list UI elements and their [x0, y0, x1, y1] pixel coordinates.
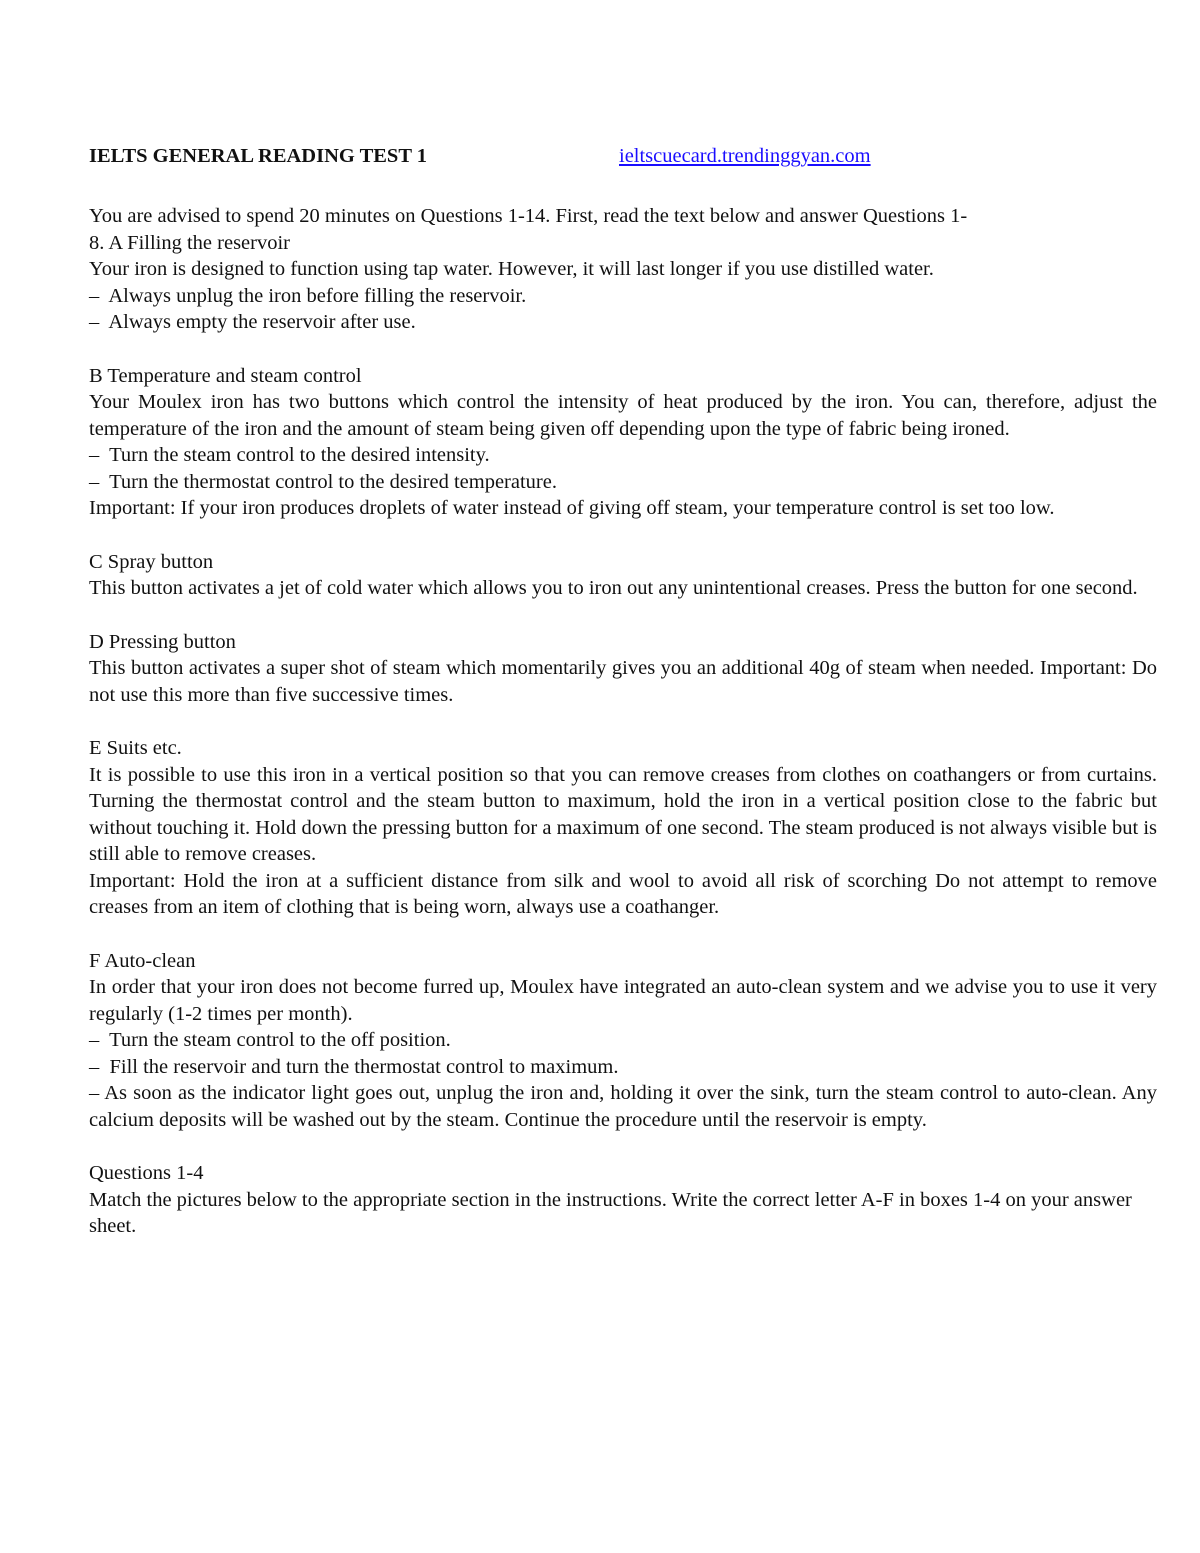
- questions-body: Match the pictures below to the appropriate section in the instructions. Write the correct letter A-F in boxes 1-4 on your answer sheet.: [89, 1188, 1132, 1237]
- site-link[interactable]: ieltscuecard.trendinggyan.com: [619, 145, 871, 167]
- section-c-body: This button activates a jet of cold water which allows you to iron out any unintentional creases. Press the button for one second.: [89, 577, 1138, 599]
- section-a-bullet: – Always empty the reservoir after use.: [89, 311, 416, 333]
- section-f-heading: F Auto-clean: [89, 949, 196, 972]
- intro-line-1: You are advised to spend 20 minutes on Questions 1-14. First, read the text below and answer Questions 1-: [89, 205, 968, 227]
- section-e-body: It is possible to use this iron in a vertical position so that you can remove creases from clothes on coathangers or from curtains. Turning the thermostat control and the steam button to maximum, hold the iron in a vertical position close to the fabric but without touching it. Hold down the pressing button for a maximum of one second. The steam produced is not always visible but is still able to remove creases.: [89, 763, 1157, 865]
- section-f-bullet: – Fill the reservoir and turn the thermostat control to maximum.: [89, 1055, 619, 1078]
- section-b-important: Important: If your iron produces droplets of water instead of giving off steam, your temperature control is set too low.: [89, 497, 1055, 519]
- section-a-body: Your iron is designed to function using tap water. However, it will last longer if you use distilled water.: [89, 258, 934, 280]
- section-b-bullet: – Turn the thermostat control to the desired temperature.: [89, 470, 557, 493]
- questions-heading: Questions 1-4: [89, 1162, 204, 1184]
- section-f-bullet: – Turn the steam control to the off position.: [89, 1029, 451, 1051]
- section-a-bullet: – Always unplug the iron before filling the reservoir.: [89, 284, 527, 307]
- page-title: IELTS GENERAL READING TEST 1: [89, 145, 428, 167]
- section-b-heading: B Temperature and steam control: [89, 364, 362, 387]
- section-b-body: Your Moulex iron has two buttons which control the intensity of heat produced by the iron. You can, therefore, adjust the temperature of the iron and the amount of steam being given off depending upon the type of fabric being ironed.: [89, 391, 1157, 440]
- section-e-important: Important: Hold the iron at a sufficient distance from silk and wool to avoid all risk of scorching Do not attempt to remove creases from an item of clothing that is being worn, always use a coathanger.: [89, 869, 1157, 918]
- document-page: [89, 143, 1157, 1240]
- section-c-heading: C Spray button: [89, 550, 214, 573]
- section-b-bullet: – Turn the steam control to the desired intensity.: [89, 444, 490, 466]
- header: [89, 143, 1157, 173]
- section-d-body: This button activates a super shot of steam which momentarily gives you an additional 40g of steam when needed. Important: Do not use this more than five successive times.: [89, 657, 1157, 706]
- section-e-heading: E Suits etc.: [89, 737, 182, 759]
- section-f-last-bullet: – As soon as the indicator light goes out, unplug the iron and, holding it over the sink, turn the steam control to auto-clean. Any calcium deposits will be washed out by the steam. Continue the procedure until the reservoir is empty.: [89, 1082, 1157, 1131]
- section-f-body: In order that your iron does not become furred up, Moulex have integrated an auto-clean system and we advise you to use it very regularly (1-2 times per month).: [89, 976, 1157, 1025]
- section-d-heading: D Pressing button: [89, 630, 236, 653]
- section-a-heading: 8. A Filling the reservoir: [89, 231, 290, 254]
